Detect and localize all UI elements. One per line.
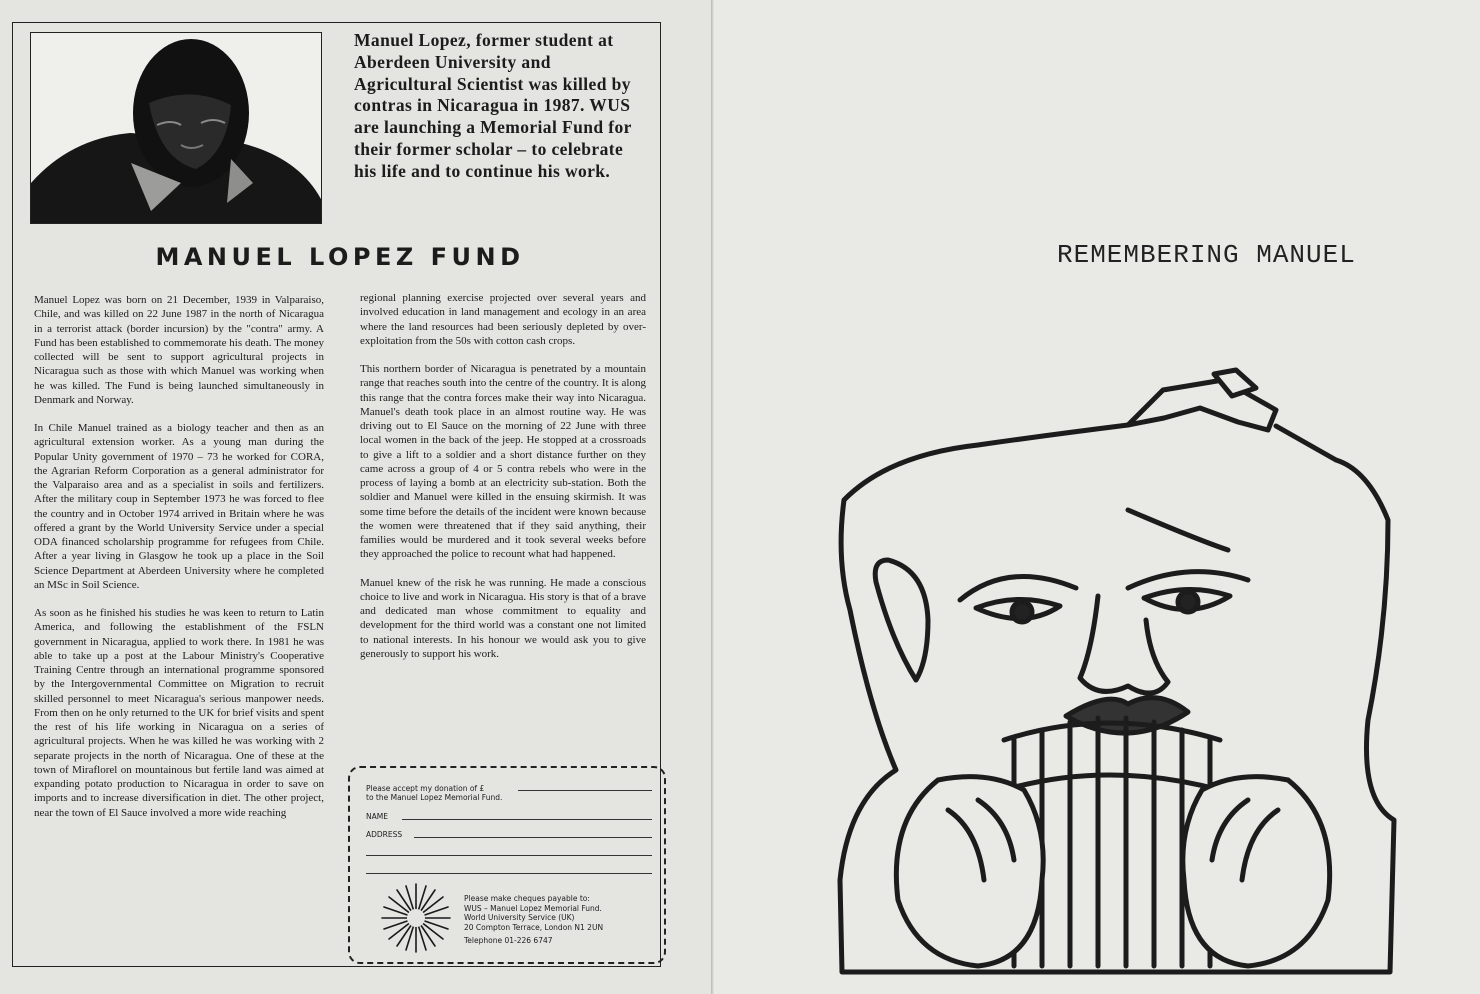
portrait-photo xyxy=(30,32,322,224)
paragraph: As soon as he finished his studies he was keen to return to Latin America, and following the establishment of the FSLN government in Nicaragua, applied to work there. In 1981 he was able to take up a post at the Labour Ministry's Cooperative Training Centre through an international programme sponsored by the Intergovernmental Committee on Migration to recruit skilled personnel to meet Nicaragua's serious manpower needs. From then on he only returned to the UK for brief visits and spent the rest of his life working in Nicaragua on a series of agricultural projects. When he was killed he was working with 2 separate projects in the north of Nicaragua. One of these at the town of Miraflorel on mountainous but fertile land was aimed at expanding potato production to Nicaragua in order to save on imports and to increase diversification in diet. The other project, near the town of El Sauce involved a more wide reaching xyxy=(34,607,324,819)
donation-amount-line[interactable] xyxy=(518,790,652,791)
cheque-instruction: Please make cheques payable to: xyxy=(464,894,590,903)
article-column-right xyxy=(360,291,646,675)
article-column-left xyxy=(34,293,324,834)
paragraph: In Chile Manuel trained as a biology teacher and then as an agricultural extension worker. As a young man during the Popular Unity government of 1970 – 73 he worked for CORA, the Agrarian Reform Corporation as a general administrator for the Valparaiso area and as a specialist in soils and fertilizers. After the military coup in September 1973 he was forced to flee the country and in October 1974 arrived in Britain where he was offered a grant by the World University Service under a special ODA financed scholarship programme for refugees from Chile. After a year living in Glasgow he took up a place in the Soil Science Department at Aberdeen University where he completed an MSc in Soil Science. xyxy=(34,422,324,591)
org-address: 20 Compton Terrace, London N1 2UN xyxy=(464,922,604,932)
fund-title: MANUEL LOPEZ FUND xyxy=(155,243,525,271)
donation-text: Please accept my donation of £ xyxy=(366,784,485,793)
cheque-payee: WUS – Manuel Lopez Memorial Fund. xyxy=(464,903,602,913)
donation-text-2: to the Manuel Lopez Memorial Fund. xyxy=(366,793,503,802)
address-field-line-2[interactable] xyxy=(366,855,652,856)
intro-text: Manuel Lopez, former student at Aberdeen University and Agricultural Scientist was killed by contras in Nicaragua in 1987. WUS are launching a Memorial Fund for their former scholar – to celebrate his life and to continue his work. xyxy=(354,30,632,181)
address-label: ADDRESS xyxy=(366,830,403,839)
panpipe-player-illustration xyxy=(828,360,1408,980)
paragraph: Manuel Lopez was born on 21 December, 1939 in Valparaiso, Chile, and was killed on 22 June 1987 in the north of Nicaragua in a terrorist attack (border incursion) by the "contra" army. A Fund has been established to commemorate his death. The money collected will be sent to support agricultural projects in Nicaragua such as those with which Manuel was working when he was killed. The Fund is being launched simultaneously in Denmark and Norway. xyxy=(34,294,324,406)
org-name: World University Service (UK) xyxy=(464,913,575,922)
paragraph: This northern border of Nicaragua is penetrated by a mountain range that reaches south into the centre of the country. It is along this range that the contra forces make their way into Nicaragua. Manuel's death took place in an almost routine way. He was driving out to El Sauce on the morning of 22 June with three local women in the back of the jeep. He stopped at a crossroads to give a lift to a soldier and a short distance further on they came across a group of 4 or 5 contra rebels who were in the process of laying a bomb at an electricity sub-station. Both the soldier and Manuel were killed in the ensuing skirmish. It was some time before the details of the incident were known because the women were threatened that if they said anything, their families would be murdered and it took several weeks before they approached the police to recount what had happened. xyxy=(360,363,646,561)
left-page xyxy=(0,0,712,994)
address-field-line-3[interactable] xyxy=(366,873,652,874)
name-field[interactable] xyxy=(402,819,652,820)
wus-logo-icon xyxy=(380,882,452,954)
cover-title: REMEMBERING MANUEL xyxy=(1057,240,1356,270)
address-field[interactable] xyxy=(414,837,652,838)
paragraph: Manuel knew of the risk he was running. He made a conscious choice to live and work in Nicaragua. His story is that of a brave and dedicated man whose commitment to equality and development for the third world was a constant one not limited to national interests. In his honour we would ask you to give generously to support his work. xyxy=(360,576,646,660)
donation-coupon xyxy=(348,766,666,964)
org-phone: Telephone 01-226 6747 xyxy=(464,936,553,945)
cheque-info xyxy=(464,894,660,946)
name-label: NAME xyxy=(366,812,388,821)
paragraph: regional planning exercise projected over several years and involved education in land management and ecology in an area where the land resources had been seriously depleted by over-exploitation from the 50s with cotton cash crops. xyxy=(360,292,646,347)
